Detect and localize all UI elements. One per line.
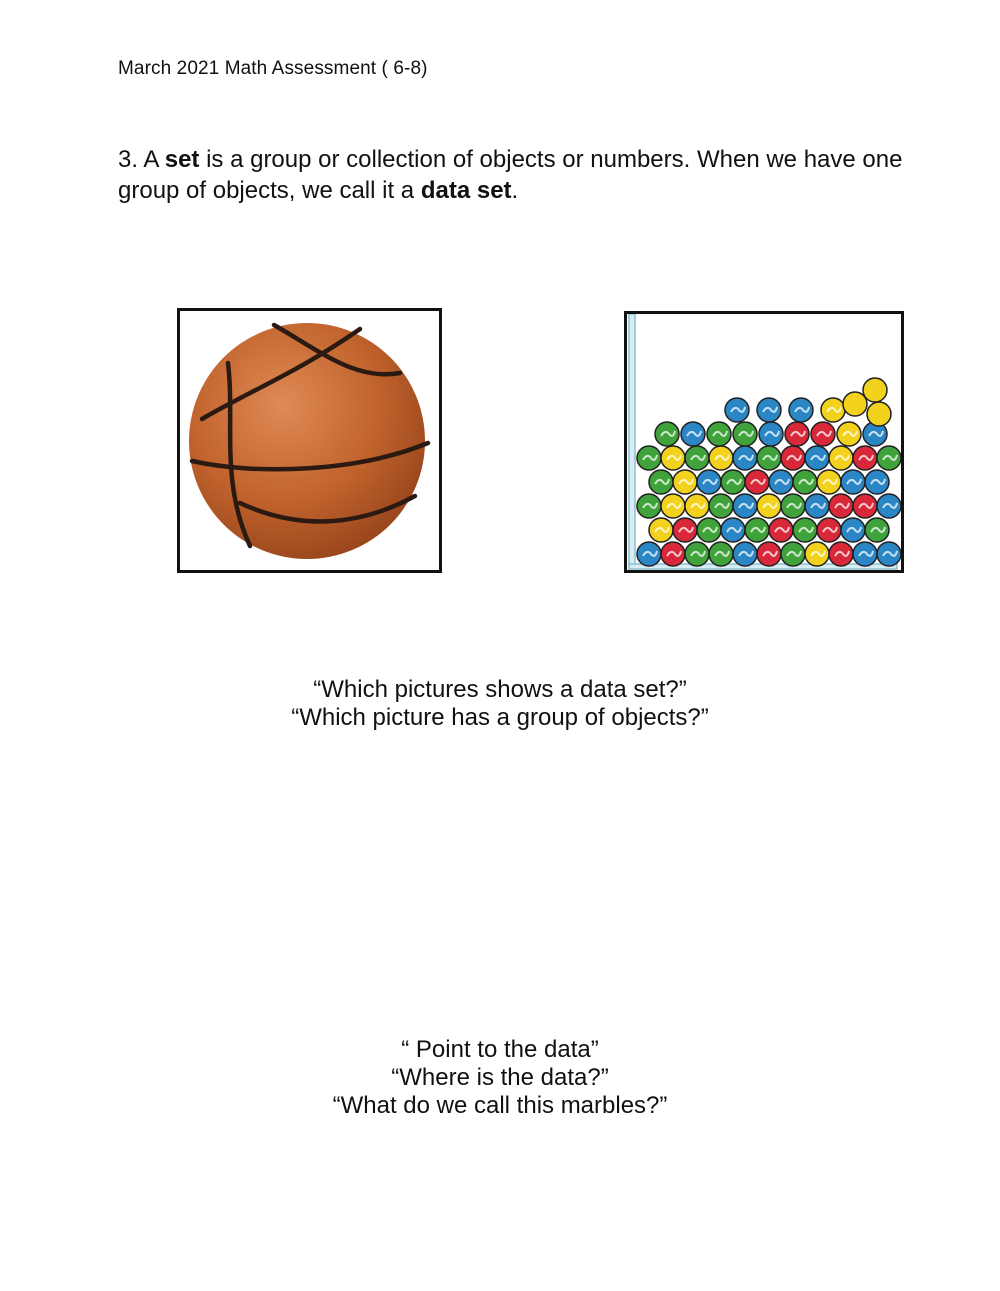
marble: [829, 494, 853, 518]
marble: [821, 398, 845, 422]
marble: [637, 542, 661, 566]
marble: [805, 494, 829, 518]
marble: [745, 470, 769, 494]
marble: [829, 446, 853, 470]
marble: [781, 446, 805, 470]
document-header: March 2021 Math Assessment ( 6-8): [118, 58, 428, 79]
marble: [757, 398, 781, 422]
marble: [757, 542, 781, 566]
prompt-group-1: [0, 676, 1000, 732]
prompt-line: “ Point to the data”: [401, 1036, 599, 1063]
marble: [757, 494, 781, 518]
marble: [733, 494, 757, 518]
marble: [661, 542, 685, 566]
marble: [781, 494, 805, 518]
marble: [759, 422, 783, 446]
marble: [793, 518, 817, 542]
question-body: is a group or collection of objects or numbers. When we have one group of objects, we call it a: [118, 146, 903, 204]
marble: [853, 446, 877, 470]
marble: [793, 470, 817, 494]
marble: [829, 542, 853, 566]
marble: [867, 402, 891, 426]
marble: [697, 470, 721, 494]
marble: [721, 518, 745, 542]
term-data-set: data set: [420, 177, 512, 204]
marble: [709, 542, 733, 566]
marble: [685, 542, 709, 566]
marble: [769, 518, 793, 542]
marble: [697, 518, 721, 542]
question-number: 3. A: [118, 146, 165, 173]
marble: [637, 446, 661, 470]
marble: [725, 398, 749, 422]
marble: [811, 422, 835, 446]
prompt-line: “What do we call this marbles?”: [332, 1092, 668, 1119]
marble: [843, 392, 867, 416]
marble: [805, 446, 829, 470]
marble: [863, 378, 887, 402]
marble: [877, 494, 901, 518]
basketball-icon: [180, 311, 439, 570]
marble: [757, 446, 781, 470]
marble: [865, 518, 889, 542]
marble: [685, 494, 709, 518]
marble: [877, 542, 901, 566]
marble: [661, 494, 685, 518]
marble: [781, 542, 805, 566]
marble: [649, 470, 673, 494]
marble: [649, 518, 673, 542]
prompt-line: “Where is the data?”: [391, 1064, 609, 1091]
marble: [655, 422, 679, 446]
marble: [709, 446, 733, 470]
marble: [817, 518, 841, 542]
marble: [789, 398, 813, 422]
marble: [709, 494, 733, 518]
marble: [785, 422, 809, 446]
prompt-group-2: [0, 1036, 1000, 1120]
marble: [769, 470, 793, 494]
marble: [661, 446, 685, 470]
marble: [865, 470, 889, 494]
marble: [673, 470, 697, 494]
basketball-picture[interactable]: [177, 308, 442, 573]
question-text: [118, 144, 908, 206]
marble: [745, 518, 769, 542]
marble: [853, 542, 877, 566]
marble: [817, 470, 841, 494]
question-end: .: [511, 177, 519, 204]
marble: [733, 422, 757, 446]
term-set: set: [164, 146, 200, 173]
prompt-line: “Which picture has a group of objects?”: [291, 704, 709, 731]
marble: [877, 446, 901, 470]
marble: [733, 542, 757, 566]
marble: [837, 422, 861, 446]
marble: [681, 422, 705, 446]
marble: [841, 470, 865, 494]
marble: [685, 446, 709, 470]
marble: [805, 542, 829, 566]
marble-jar-icon: [627, 314, 901, 570]
marble: [733, 446, 757, 470]
marble: [707, 422, 731, 446]
marble: [637, 494, 661, 518]
marble: [721, 470, 745, 494]
marble: [841, 518, 865, 542]
marble-jar-picture[interactable]: [624, 311, 904, 573]
marble: [673, 518, 697, 542]
prompt-line: “Which pictures shows a data set?”: [313, 676, 687, 703]
marble: [853, 494, 877, 518]
